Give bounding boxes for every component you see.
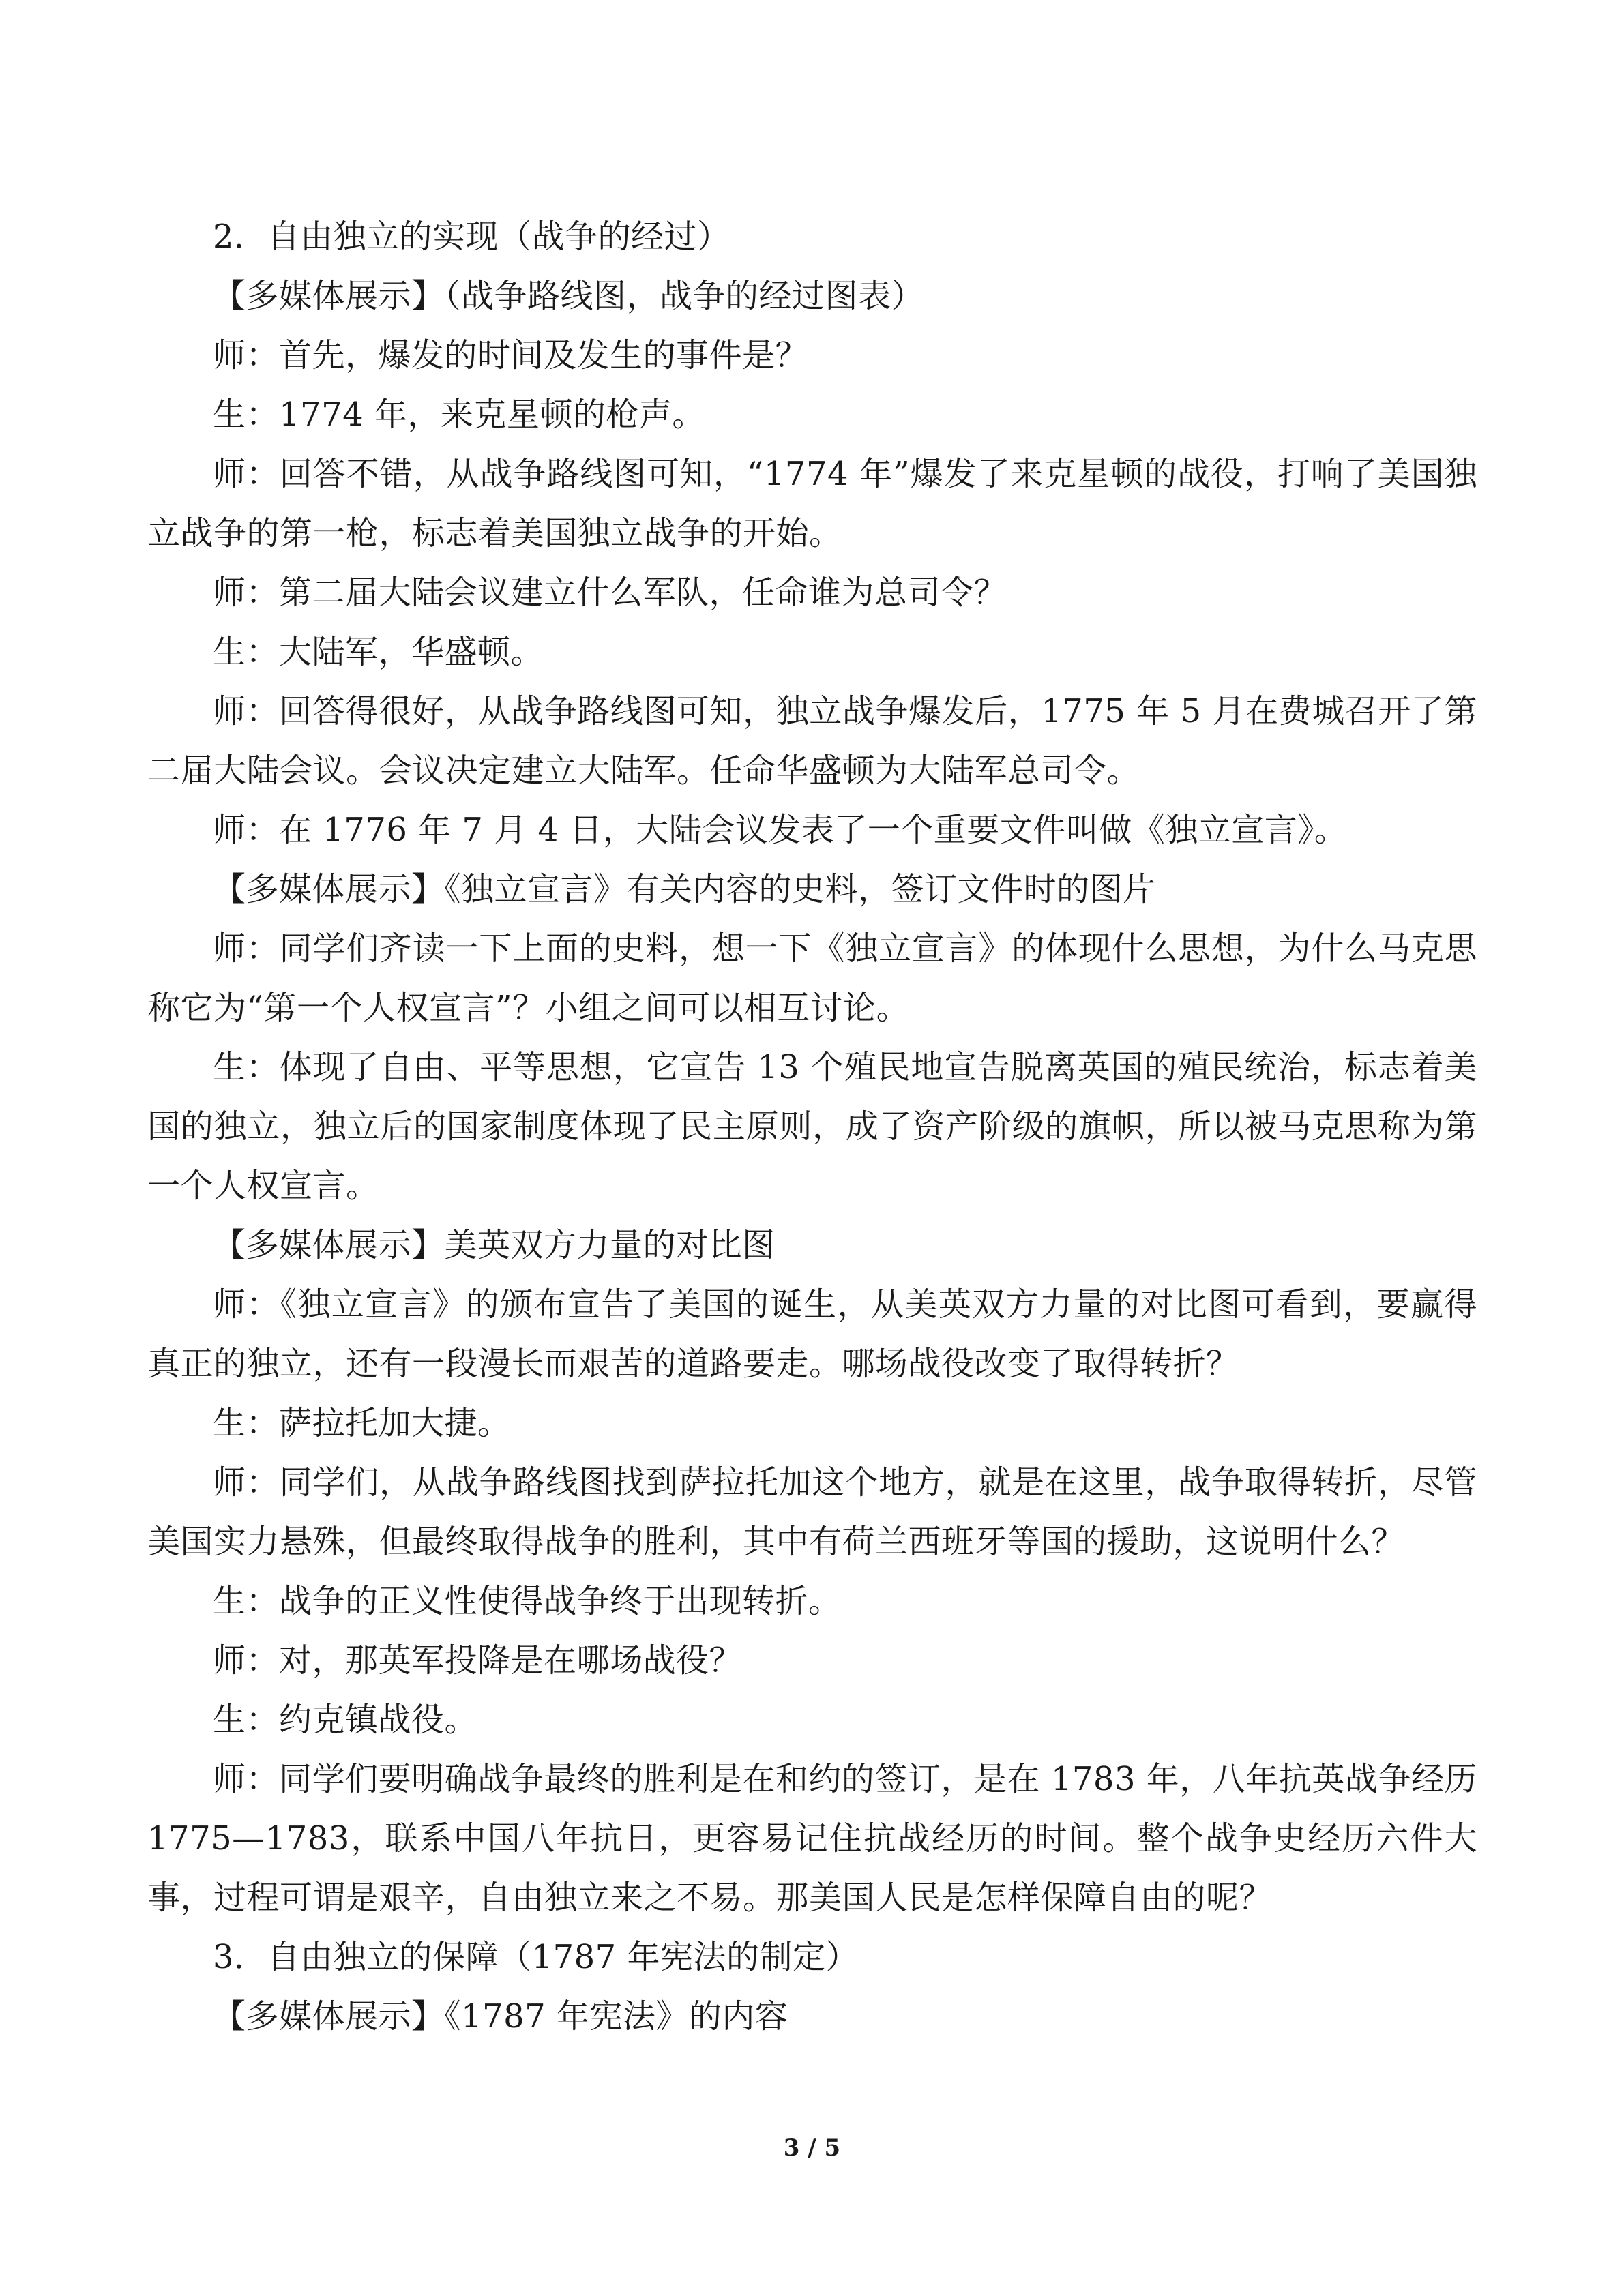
document-body xyxy=(147,207,1477,2046)
media-note: 【多媒体展示】（战争路线图，战争的经过图表） xyxy=(213,277,925,315)
media-note: 【多媒体展示】《1787 年宪法》的内容 xyxy=(213,1997,788,2036)
dialogue-line: 生：萨拉托加大捷。 xyxy=(213,1404,511,1442)
section-heading-3: 3．自由独立的保障（1787 年宪法的制定） xyxy=(213,1938,859,1976)
section-heading-2: 2．自由独立的实现（战争的经过） xyxy=(213,218,730,256)
dialogue-line: 师：首先，爆发的时间及发生的事件是？ xyxy=(213,336,809,374)
dialogue-line: 师：对，那英军投降是在哪场战役？ xyxy=(213,1641,743,1680)
dialogue-line: 生：约克镇战役。 xyxy=(213,1701,478,1739)
dialogue-line: 师：同学们要明确战争最终的胜利是在和约的签订，是在 1783 年，八年抗英战争经历1775—1783，联系中国八年抗日，更容易记住抗战经历的时间。整个战争史经历六件大事，过程可谓是艰辛，自由独立来之不易。那美国人民是怎样保障自由的呢？ xyxy=(147,1760,1477,1917)
dialogue-line: 生：1774 年，来克星顿的枪声。 xyxy=(213,396,705,434)
dialogue-line: 生：大陆军，华盛顿。 xyxy=(213,633,544,671)
dialogue-line: 生：战争的正义性使得战争终于出现转折。 xyxy=(213,1582,842,1620)
media-note: 【多媒体展示】《独立宣言》有关内容的史料，签订文件时的图片 xyxy=(213,870,1156,908)
dialogue-line: 师：在 1776 年 7 月 4 日，大陆会议发表了一个重要文件叫做《独立宣言》。 xyxy=(213,811,1348,849)
dialogue-line: 师：回答得很好，从战争路线图可知，独立战争爆发后，1775 年 5 月在费城召开了第二届大陆会议。会议决定建立大陆军。任命华盛顿为大陆军总司令。 xyxy=(147,692,1477,790)
dialogue-line: 生：体现了自由、平等思想，它宣告 13 个殖民地宣告脱离英国的殖民统治，标志着美国的独立，独立后的国家制度体现了民主原则，成了资产阶级的旗帜，所以被马克思称为第一个人权宣言。 xyxy=(147,1048,1477,1205)
dialogue-line: 师：回答不错，从战争路线图可知，“1774 年”爆发了来克星顿的战役，打响了美国独立战争的第一枪，标志着美国独立战争的开始。 xyxy=(147,455,1477,552)
media-note: 【多媒体展示】美英双方力量的对比图 xyxy=(213,1226,776,1264)
page-number: 3 / 5 xyxy=(783,2134,841,2162)
dialogue-line: 师：同学们，从战争路线图找到萨拉托加这个地方，就是在这里，战争取得转折，尽管美国实力悬殊，但最终取得战争的胜利，其中有荷兰西班牙等国的援助，这说明什么？ xyxy=(147,1463,1477,1561)
dialogue-line: 师：《独立宣言》的颁布宣告了美国的诞生，从美英双方力量的对比图可看到，要赢得真正的独立，还有一段漫长而艰苦的道路要走。哪场战役改变了取得转折？ xyxy=(147,1285,1477,1383)
dialogue-line: 师：第二届大陆会议建立什么军队，任命谁为总司令？ xyxy=(213,573,1007,612)
dialogue-line: 师：同学们齐读一下上面的史料，想一下《独立宣言》的体现什么思想，为什么马克思称它为“第一个人权宣言”？小组之间可以相互讨论。 xyxy=(147,929,1477,1027)
